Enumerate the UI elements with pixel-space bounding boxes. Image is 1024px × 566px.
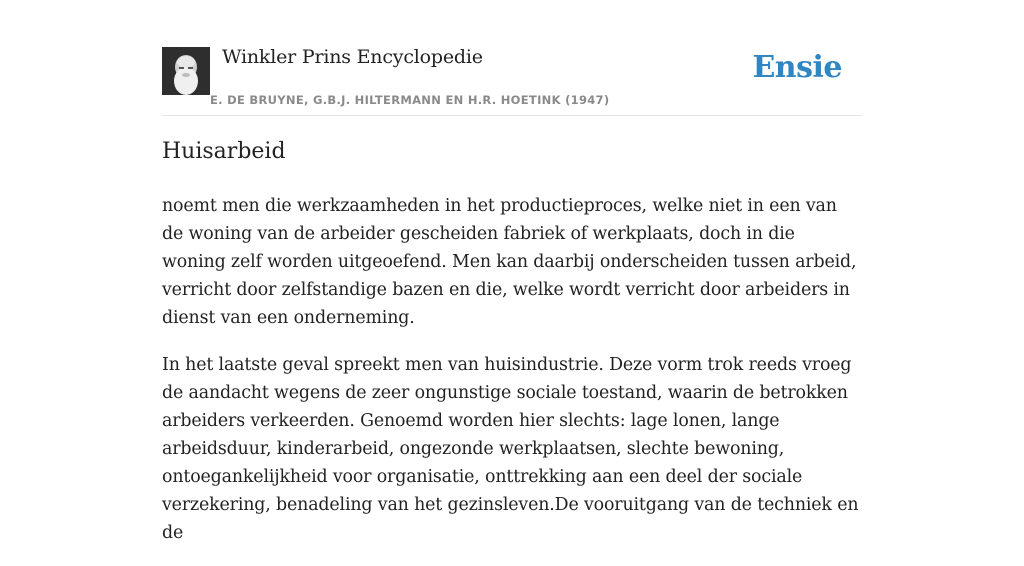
article-title: Huisarbeid — [162, 139, 286, 164]
publication-title[interactable]: Winkler Prins Encyclopedie — [222, 46, 483, 68]
article-body — [162, 192, 862, 566]
article-paragraph: In het laatste geval spreekt men van huisindustrie. Deze vorm trok reeds vroeg de aandacht wegens de zeer ongunstige sociale toestand, waarin de betrokken arbeiders verkeerden. Genoemd worden hier slechts: lage lonen, lange arbeidsduur, kinderarbeid, ongezonde werkplaatsen, slechte bewoning, ontoegankelijkheid voor organisatie, onttrekking aan een deel der sociale verzekering, benadeling van het gezinsleven.De vooruitgang van de techniek en de — [162, 355, 859, 543]
publication-authors: E. DE BRUYNE, G.B.J. HILTERMANN EN H.R. HOETINK (1947) — [210, 93, 610, 107]
author-portrait-avatar[interactable] — [162, 47, 210, 95]
ensie-logo[interactable]: Ensie — [752, 50, 842, 85]
portrait-image — [162, 47, 210, 95]
article-paragraph: noemt men die werkzaamheden in het productieproces, welke niet in een van de woning van de arbeider gescheiden fabriek of werkplaats, doch in die woning zelf worden uitgeoefend. Men kan daarbij onderscheiden tussen arbeid, verricht door zelfstandige bazen en die, welke wordt verricht door arbeiders in dienst van een onderneming. — [162, 196, 857, 328]
article-page — [162, 0, 862, 543]
publication-header — [162, 0, 862, 116]
